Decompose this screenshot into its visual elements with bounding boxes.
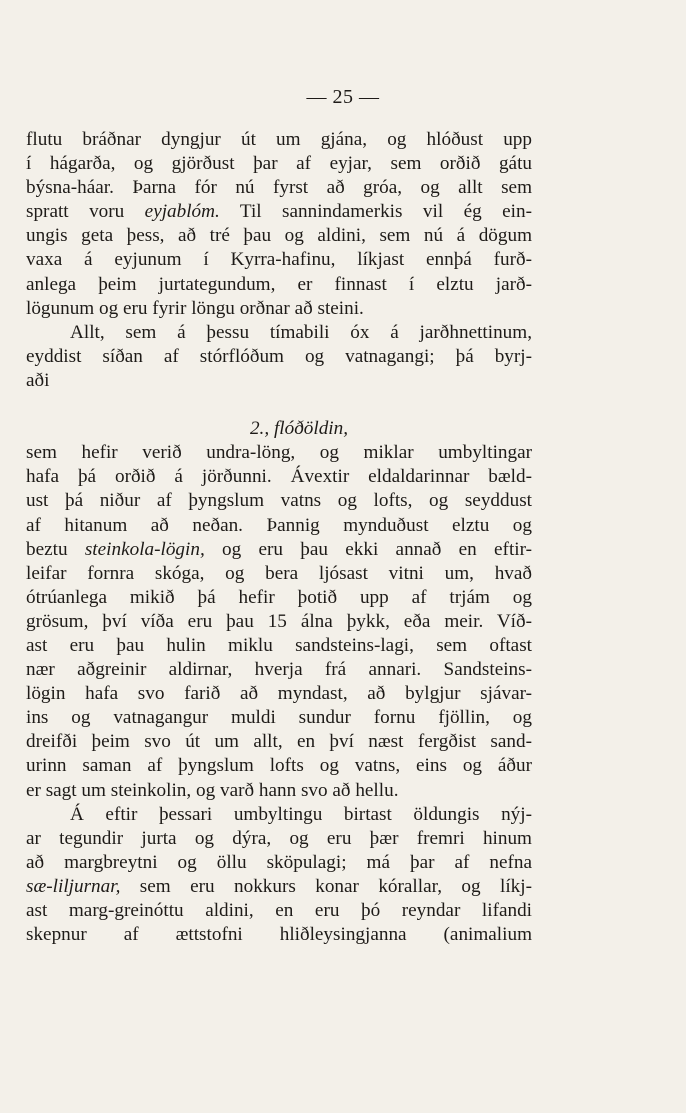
italic-term: sæ-liljurnar, <box>26 875 121 897</box>
text-line: dreifði þeim svo út um allt, en því næst fergðist sand- <box>26 731 532 753</box>
text-line: ungis geta þess, að tré þau og aldini, sem nú á dögum <box>26 225 532 247</box>
text-line: Á eftir þessari umbyltingu birtast öldungis nýj- <box>70 803 532 825</box>
text-line: flutu bráðnar dyngjur út um gjána, og hlóðust upp <box>26 129 532 150</box>
text-line: skepnur af ættstofni hliðleysingjanna (animalium <box>26 924 532 946</box>
text-line: vaxa á eyjunum í Kyrra-hafinu, líkjast ennþá furð- <box>26 249 532 271</box>
text-line: nær aðgreinir aldirnar, hverja frá annari. Sandsteins- <box>26 659 532 681</box>
text-line: aði <box>26 369 50 391</box>
text-line: hafa þá orðið á jörðunni. Ávextir eldaldarinnar bæld- <box>26 466 532 488</box>
text-line: ast eru þau hulin miklu sandsteins-lagi, sem oftast <box>26 634 532 656</box>
text-line: spratt voru eyjablóm. Til sannindamerkis vil ég ein- <box>26 201 532 223</box>
text-line: grösum, því víða eru þau 15 álna þykk, eða meir. Víð- <box>26 610 532 632</box>
text-line: leifar fornra skóga, og bera ljósast vitni um, hvað <box>26 562 532 584</box>
text-line: býsna-háar. Þarna fór nú fyrst að gróa, og allt sem <box>26 177 532 199</box>
text-line: ótrúanlega mikið þá hefir þotið upp af trjám og <box>26 586 532 608</box>
text-line: Allt, sem á þessu tímabili óx á jarðhnettinum, <box>70 321 532 343</box>
italic-term: steinkola-lögin, <box>84 538 205 560</box>
text-line: sem hefir verið undra-löng, og miklar umbyltingar <box>26 442 532 464</box>
text-line: af hitanum að neðan. Þannig mynduðust elztu og <box>26 514 532 536</box>
body-text <box>26 128 532 947</box>
section-heading: 2., flóðöldin, <box>249 418 349 440</box>
text-line: í hágarða, og gjörðust þar af eyjar, sem orðið gátu <box>26 153 532 175</box>
text-line: lögin hafa svo farið að myndast, að bylgjur sjávar- <box>26 683 532 705</box>
text-line: ust þá niður af þyngslum vatns og lofts, og seyddust <box>26 490 532 512</box>
text-line: lögunum og eru fyrir löngu orðnar að steini. <box>26 297 364 319</box>
text-line: ins og vatnagangur muldi sundur fornu fjöllin, og <box>26 707 532 729</box>
text-line: anlega þeim jurtategundum, er finnast í elztu jarð- <box>26 273 532 295</box>
page-number: — 25 — <box>306 86 380 108</box>
text-line: ar tegundir jurta og dýra, og eru þær fremri hinum <box>26 827 532 849</box>
text-line: sæ-liljurnar, sem eru nokkurs konar kórallar, og líkj- <box>26 875 532 897</box>
text-line: urinn saman af þyngslum lofts og vatns, eins og áður <box>26 755 532 777</box>
text-line: eyddist síðan af stórflóðum og vatnagangi; þá byrj- <box>26 345 532 367</box>
text-line: að margbreytni og öllu sköpulagi; má þar af nefna <box>26 851 532 873</box>
text-line: ast marg-greinóttu aldini, en eru þó reyndar lifandi <box>26 900 532 921</box>
text-line: beztu steinkola-lögin, og eru þau ekki annað en eftir- <box>26 538 532 560</box>
text-line: er sagt um steinkolin, og varð hann svo að hellu. <box>26 779 399 801</box>
italic-term: eyjablóm. <box>144 201 220 223</box>
